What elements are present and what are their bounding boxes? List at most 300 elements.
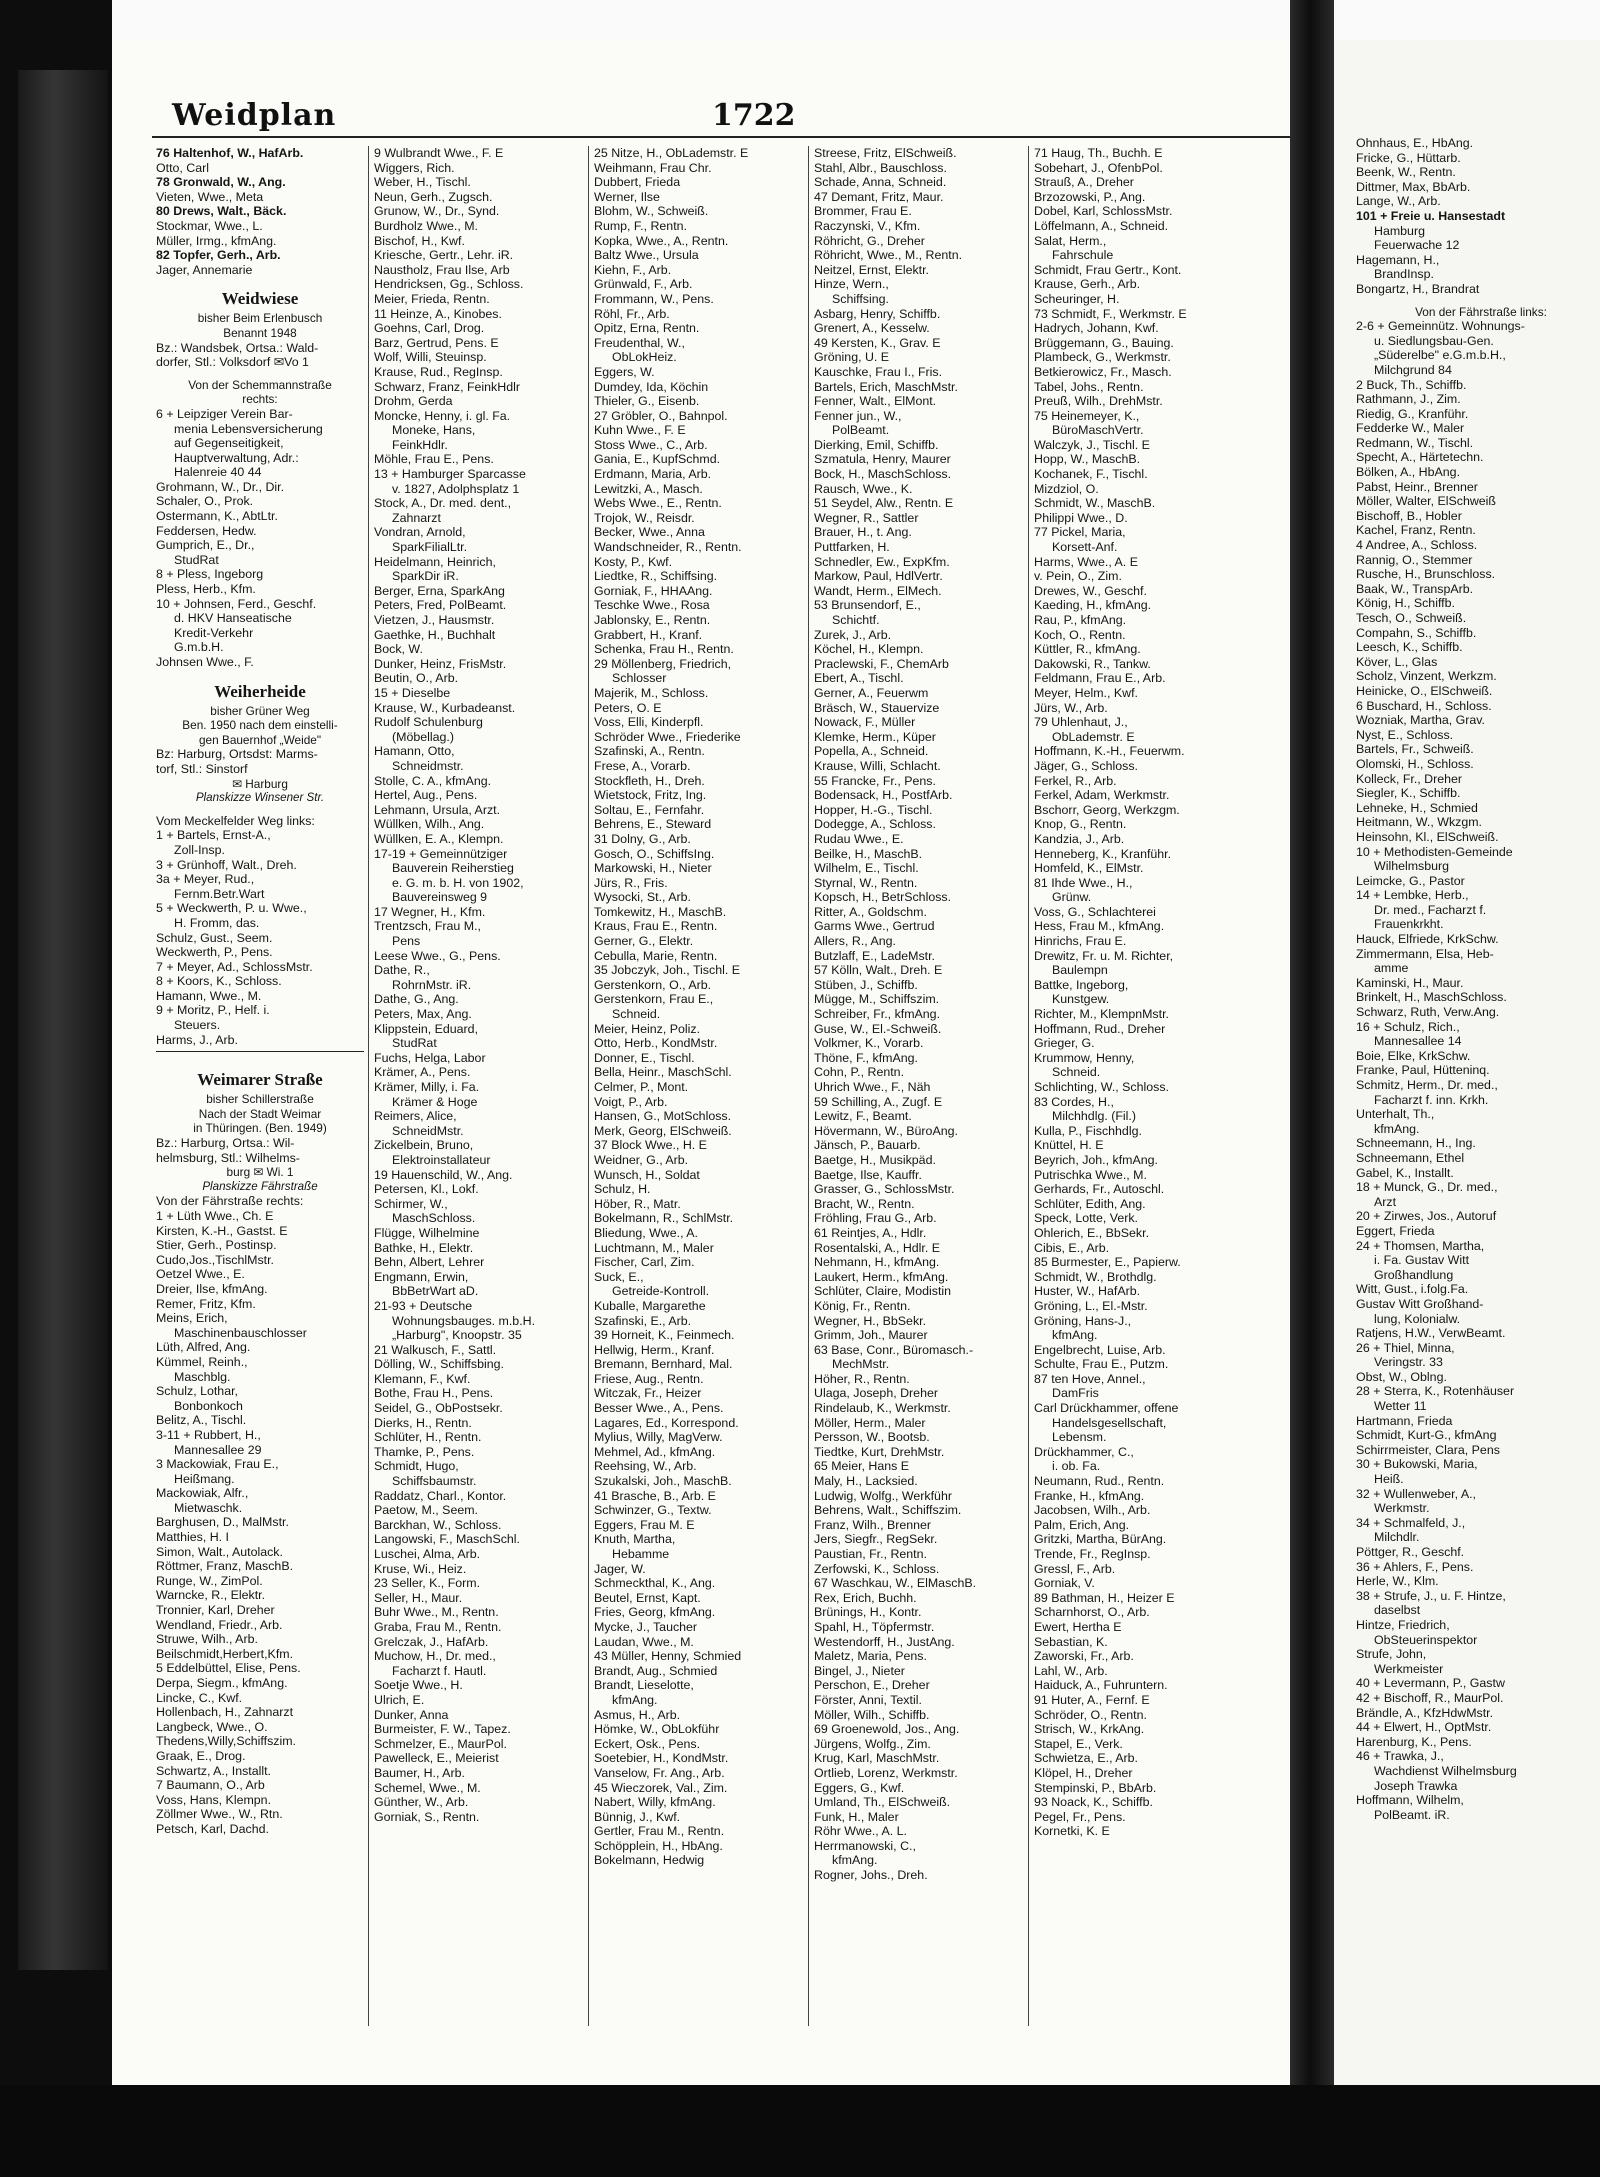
directory-entry: Lehmann, Ursula, Arzt. [374,802,501,817]
directory-entry: Ferkel, R., Arb. [1034,773,1117,788]
directory-entry: 76 Haltenhof, W., HafArb. [156,146,304,160]
directory-entry: Witczak, Fr., Heizer [594,1386,702,1401]
directory-entry: Frauenkrkht. [1374,917,1444,932]
street-heading: Weimarer Straße [197,1070,323,1090]
directory-entry: Rogner, Johs., Dreh. [814,1868,928,1883]
directory-entry: Tesch, O., Schweiß. [1356,611,1467,625]
directory-entry: Webs Wwe., E., Rentn. [594,496,722,511]
directory-entry: 30 + Bukowski, Maria, [1356,1457,1478,1472]
directory-entry: Cebulla, Marie, Rentn. [594,948,718,963]
directory-entry: Dunker, Heinz, FrisMstr. [374,656,507,671]
directory-entry: Rosentalski, A., Hdlr. E [814,1240,941,1255]
directory-entry: Vom Meckelfelder Weg links: [156,813,315,828]
directory-entry: Vietzen, J., Hausmstr. [374,613,495,627]
section-rule [156,1051,364,1058]
directory-entry: Palm, Erich, Ang. [1034,1517,1130,1532]
directory-entry: Frommann, W., Pens. [594,291,714,306]
directory-entry: Höher, R., Rentn. [814,1371,910,1386]
directory-entry: Muchow, H., Dr. med., [374,1649,496,1664]
street-note: burg ✉ Wi. 1 [226,1165,294,1180]
directory-entry: Laukert, Herm., kfmAng. [814,1269,949,1284]
directory-entry: Heidelmann, Heinrich, [374,554,496,569]
directory-entry: Schlosser [612,671,667,686]
directory-entry: Harms, J., Arb. [156,1032,238,1047]
directory-entry: Reimers, Alice, [374,1109,457,1124]
directory-entry: Dunker, Anna [374,1707,449,1722]
directory-entry: Grunow, W., Dr., Synd. [374,204,500,219]
directory-entry: 36 + Ahlers, F., Pens. [1356,1559,1474,1574]
directory-entry: 15 + Dieselbe [374,685,451,700]
directory-entry: Guse, W., El.-Schweiß. [814,1021,942,1036]
directory-entry: Harms, Wwe., A. E [1034,554,1138,569]
directory-entry: Wietstock, Fritz, Ing. [594,788,707,803]
street-heading: Weiherheide [214,681,306,701]
directory-entry: Kaeding, H., kfmAng. [1034,598,1152,613]
directory-entry: Trojok, W., Reisdr. [594,510,695,525]
directory-entry: Lewitz, F., Beamt. [814,1109,912,1124]
directory-entry: Cudo,Jos.,TischlMstr. [156,1252,274,1267]
directory-entry: Gerner, G., Elektr. [594,934,694,949]
directory-entry: Huster, W., HafArb. [1034,1284,1141,1299]
directory-entry: Otto, Herb., KondMstr. [594,1036,718,1051]
directory-entry: 40 + Levermann, P., Gastw [1356,1676,1505,1691]
directory-entry: Feuerwache 12 [1374,238,1460,253]
directory-entry: Wilhelm, E., Tischl. [814,861,919,876]
directory-entry: Dreier, Ilse, kfmAng. [156,1281,268,1296]
directory-entry: Eggert, Frieda [1356,1223,1435,1238]
directory-entry: 82 Topfer, Gerh., Arb. [156,248,281,263]
directory-entry: Garms Wwe., Gertrud [814,919,935,934]
directory-entry: Seidel, G., ObPostsekr. [374,1401,503,1416]
directory-entry: Dathe, R., [374,963,430,978]
column-1 [156,146,364,2026]
directory-entry: Teschke Wwe., Rosa [594,598,710,613]
directory-entry: Fischer, Carl, Zim. [594,1255,695,1270]
directory-entry: Lewitzki, A., Masch. [594,481,703,496]
directory-entry: Bongartz, H., Brandrat [1356,281,1480,296]
directory-entry: Weber, H., Tischl. [374,175,471,190]
directory-entry: Voss, Elli, Kinderpfl. [594,715,704,730]
directory-entry: 16 + Schulz, Rich., [1356,1019,1460,1034]
directory-entry: Günther, W., Arb. [374,1795,469,1810]
directory-entry: Schmelzer, E., MaurPol. [374,1736,507,1751]
directory-entry: Zerfowski, K., Schloss. [814,1561,940,1576]
directory-entry: Baulempn [1052,963,1108,978]
directory-entry: Klemann, F., Kwf. [374,1371,471,1386]
directory-entry: Szafinski, A., Rentn. [594,744,705,759]
directory-entry: Röhr Wwe., A. L. [814,1824,907,1839]
directory-entry: Schwartz, A., Installt. [156,1763,272,1778]
directory-entry: Gumprich, E., Dr., [156,538,255,553]
directory-entry: Beutin, O., Arb. [374,671,459,686]
directory-entry: Dumdey, Ida, Köchin [594,379,709,394]
directory-entry: amme [1374,961,1409,976]
directory-entry: Voss, G., Schlachterei [1034,904,1156,919]
directory-entry: 26 + Thiel, Minna, [1356,1340,1455,1355]
directory-entry: 13 + Hamburger Sparcasse [374,467,526,482]
directory-entry: Fedderke W., Maler [1356,421,1465,436]
directory-entry: Meier, Heinz, Poliz. [594,1021,701,1036]
directory-entry: Wüllken, Wilh., Ang. [374,817,485,832]
directory-entry: Zimmermann, Elsa, Heb- [1356,946,1494,961]
directory-entry: Jager, Annemarie [156,262,253,277]
street-note: Von der Fährstraße links: [1415,304,1547,319]
directory-entry: Mackowiak, Alfr., [156,1486,249,1501]
column-5 [1034,146,1242,2026]
directory-entry: Walczyk, J., Tischl. E [1034,437,1150,452]
directory-entry: 75 Heinemeyer, K., [1034,408,1140,423]
directory-entry: Weckwerth, P., Pens. [156,945,273,960]
directory-entry: Hansen, G., MotSchloss. [594,1109,732,1124]
directory-entry: 1 + Bartels, Ernst-A., [156,828,271,843]
directory-entry: Scholz, Vinzent, Werkzm. [1356,669,1497,684]
directory-entry: Tiedtke, Kurt, DrehMstr. [814,1444,945,1459]
directory-entry: Belitz, A., Tischl. [156,1413,247,1428]
next-page-column [1356,136,1600,1822]
directory-entry: Schröder, O., Rentn. [1034,1707,1147,1722]
directory-entry: Hellwig, Herm., Kranf. [594,1342,715,1357]
directory-entry: Heinicke, O., ElSchweiß. [1356,683,1493,698]
directory-entry: Mehmel, Ad., kfmAng. [594,1444,716,1459]
directory-entry: Barz, Gertrud, Pens. E [374,335,499,350]
directory-entry: Kosty, P., Kwf. [594,554,673,569]
directory-entry: Pabst, Heinr., Brenner [1356,479,1478,494]
directory-entry: Ritter, A., Goldschm. [814,904,927,919]
directory-entry: Nehmann, H., kfmAng. [814,1255,940,1270]
directory-entry: ObLademstr. E [1052,729,1135,744]
directory-entry: Asmus, H., Arb. [594,1707,681,1722]
header-rule [152,136,1290,138]
directory-entry: Siegler, K., Schiffb. [1356,786,1461,801]
directory-entry: Markow, Paul, HdlVertr. [814,569,943,584]
directory-entry: Popella, A., Schneid. [814,744,929,759]
directory-entry: 89 Bathman, H., Heizer E [1034,1590,1175,1605]
directory-entry: kfmAng. [1052,1328,1098,1343]
directory-entry: Dathe, G., Ang. [374,992,459,1007]
directory-entry: Lehneke, H., Schmied [1356,800,1478,815]
directory-entry: Strauß, A., Dreher [1034,175,1134,190]
spacer [156,370,364,378]
directory-entry: Battke, Ingeborg, [1034,977,1129,992]
directory-entry: Bock, H., MaschSchloss. [814,467,952,482]
directory-entry: Schulz, Gust., Seem. [156,930,273,945]
directory-entry: 35 Jobczyk, Joh., Tischl. E [594,963,740,978]
directory-entry: Suck, E., [594,1269,644,1284]
directory-entry: Schwietza, E., Arb. [1034,1751,1138,1766]
scan-bottom-border [0,2085,1600,2177]
directory-entry: Baumer, H., Arb. [374,1765,465,1780]
directory-entry: Schlüter, Claire, Modistin [814,1284,952,1299]
directory-entry: 24 + Thomsen, Martha, [1356,1238,1485,1253]
directory-entry: Schaler, O., Prok. [156,494,254,509]
directory-entry: Strisch, W., KrkAng. [1034,1722,1145,1737]
directory-entry: Milchgrund 84 [1374,362,1452,377]
directory-entry: Hamann, Otto, [374,744,455,759]
directory-entry: 9 Wulbrandt Wwe., F. E [374,146,504,160]
directory-entry: Tronnier, Karl, Dreher [156,1603,275,1618]
directory-entry: Köchel, H., Klempn. [814,642,924,657]
directory-entry: Bz: Harburg, Ortsdst: Marms- [156,747,318,762]
directory-entry: Krause, Willi, Schlacht. [814,758,941,773]
directory-entry: Nyst, E., Schloss. [1356,727,1454,742]
directory-entry: Möhle, Frau E., Pens. [374,452,494,467]
directory-entry: Derpa, Siegm., kfmAng. [156,1676,288,1690]
directory-entry: (Möbellag.) [392,729,454,744]
directory-entry: Hadrych, Johann, Kwf. [1034,321,1159,336]
directory-entry: Oetzel Wwe., E. [156,1267,245,1282]
directory-entry: Handelsgesellschaft, [1052,1415,1167,1430]
directory-entry: Kandzia, J., Arb. [1034,831,1125,846]
book-spine-edge [0,0,112,2177]
directory-entry: Facharzt f. inn. Krkh. [1374,1092,1489,1107]
directory-entry: Getreide-Kontroll. [612,1284,710,1299]
directory-entry: Möller, Herm., Maler [814,1415,926,1430]
directory-entry: 5 + Weckwerth, P. u. Wwe., [156,901,307,916]
directory-entry: Jers, Siegfr., RegSekr. [814,1532,938,1547]
directory-entry: v. Pein, O., Zim. [1034,569,1122,584]
directory-entry: Lincke, C., Kwf. [156,1690,243,1705]
directory-entry: Kachel, Franz, Rentn. [1356,523,1476,538]
directory-entry: Laudan, Wwe., M. [594,1634,694,1649]
directory-entry: Mietwaschk. [174,1500,243,1515]
directory-entry: Thöne, F., kfmAng. [814,1050,918,1065]
directory-entry: Dakowski, R., Tankw. [1034,656,1151,671]
directory-entry: Beilschmidt,Herbert,Kfm. [156,1646,294,1661]
directory-entry: Baak, W., TranspArb. [1356,581,1474,596]
directory-entry: MaschSchloss. [392,1211,476,1226]
directory-entry: 5 Eddelbüttel, Elise, Pens. [156,1661,301,1676]
directory-entry: Schmidt, W., MaschB. [1034,496,1156,511]
directory-entry: Brommer, Frau E. [814,204,912,219]
directory-entry: Graak, E., Drog. [156,1748,246,1763]
directory-entry: Thedens,Willy,Schiffszim. [156,1734,297,1749]
directory-entry: Fuchs, Helga, Labor [374,1050,486,1065]
directory-entry: Putrischka Wwe., M. [1034,1167,1147,1182]
directory-entry: Scheuringer, H. [1034,291,1120,306]
directory-entry: Krause, Gerh., Arb. [1034,277,1141,292]
directory-entry: 53 Brunsendorf, E., [814,598,921,613]
directory-entry: Höber, R., Matr. [594,1196,681,1211]
directory-entry: Gaethke, H., Buchhalt [374,627,496,642]
directory-entry: Wohnungsbauges. m.b.H. [392,1313,536,1328]
directory-entry: 3 Mackowiak, Frau E., [156,1457,279,1472]
directory-entry: Liedtke, R., Schiffsing. [594,569,718,584]
directory-entry: Szmatula, Henry, Maurer [814,452,951,467]
directory-entry: Beyrich, Joh., kfmAng. [1034,1152,1158,1167]
directory-entry: Kruse, Wi., Heiz. [374,1561,467,1576]
directory-entry: Brandt, Aug., Schmied [594,1663,718,1678]
directory-entry: Arzt [1374,1194,1397,1209]
directory-entry: Klemke, Herm., Küper [814,729,936,744]
directory-entry: Thamke, P., Pens. [374,1444,475,1459]
spacer [1356,297,1600,305]
directory-entry: Schenka, Frau H., Rentn. [594,642,734,657]
directory-entry: Kunstgew. [1052,992,1110,1007]
street-note: in Thüringen. (Ben. 1949) [193,1121,327,1136]
directory-entry: 65 Meier, Hans E [814,1459,910,1474]
directory-entry: Schröder Wwe., Friederike [594,729,741,744]
directory-entry: Allers, R., Ang. [814,934,896,949]
directory-entry: 47 Demant, Fritz, Maur. [814,189,944,204]
directory-entry: v. 1827, Adolphsplatz 1 [392,481,520,496]
directory-entry: Rindelaub, K., Werkmstr. [814,1401,951,1416]
directory-entry: Jürs, R., Fris. [594,875,668,890]
directory-entry: Röhricht, Wwe., M., Rentn. [814,248,963,263]
directory-entry: e. G. m. b. H. von 1902, [392,875,524,890]
directory-entry: Hendricksen, Gg., Schloss. [374,277,524,292]
directory-entry: Goehns, Carl, Drog. [374,321,485,336]
directory-entry: 11 Heinze, A., Kinobes. [374,306,502,321]
directory-entry: Bünnig, J., Kwf. [594,1809,681,1824]
directory-entry: Dr. med., Facharzt f. [1374,902,1487,917]
directory-entry: Kredit-Verkehr [174,625,254,640]
directory-entry: Klöpel, H., Dreher [1034,1765,1133,1780]
directory-entry: Hoffmann, Wilhelm, [1356,1793,1464,1808]
directory-entry: StudRat [392,1036,437,1051]
directory-entry: Schichtf. [832,613,880,627]
directory-entry: Luchtmann, M., Maler [594,1240,714,1255]
directory-entry: 43 Müller, Henny, Schmied [594,1649,742,1664]
directory-entry: 61 Reintjes, A., Hdlr. [814,1225,927,1240]
directory-entry: SparkDir iR. [392,569,459,584]
directory-entry: König, Fr., Rentn. [814,1298,911,1313]
directory-entry: Röhl, Fr., Arb. [594,306,670,321]
page-header-street: Weidplan [172,98,337,133]
directory-entry: Grelczak, J., HafArb. [374,1634,489,1649]
directory-entry: Leimcke, G., Pastor [1356,873,1465,888]
directory-entry: 38 + Strufe, J., u. F. Hintze, [1356,1588,1506,1603]
directory-entry: Stolle, C. A., kfmAng. [374,773,492,788]
directory-entry: BbBetrWart aD. [392,1284,479,1299]
directory-entry: Schulz, H. [594,1182,651,1197]
directory-entry: Schulte, Frau E., Putzm. [1034,1357,1169,1372]
directory-entry: Gustav Witt Großhand- [1356,1296,1484,1311]
directory-entry: Friese, Aug., Rentn. [594,1371,704,1386]
directory-entry: Lebensm. [1052,1430,1107,1445]
directory-entry: Köver, L., Glas [1356,654,1438,669]
directory-entry: Werkmstr. [1374,1501,1430,1516]
directory-entry: Kriesche, Gertr., Lehr. iR. [374,248,514,263]
directory-entry: Krause, W., Kurbadeanst. [374,700,516,715]
directory-entry: Strufe, John, [1356,1647,1427,1662]
directory-entry: Ferkel, Adam, Werkmstr. [1034,788,1170,803]
directory-entry: Wolf, Willi, Steuinsp. [374,350,487,365]
directory-entry: dorfer, Stl.: Volksdorf ✉Vo 1 [156,355,309,370]
directory-entry: Kolleck, Fr., Dreher [1356,771,1463,786]
directory-entry: Ohlerich, E., BbSekr. [1034,1225,1150,1240]
directory-entry: Jürs, W., Arb. [1034,700,1108,715]
directory-entry: Tabel, Johs., Rentn. [1034,379,1144,394]
directory-entry: 9 + Moritz, P., Helf. i. [156,1003,270,1018]
directory-entry: 81 Ihde Wwe., H., [1034,875,1133,890]
directory-entry: Buhr Wwe., M., Rentn. [374,1605,499,1620]
directory-entry: 18 + Munck, G., Dr. med., [1356,1180,1498,1195]
directory-entry: Richter, M., KlempnMstr. [1034,1007,1169,1022]
directory-entry: Behn, Albert, Lehrer [374,1255,485,1270]
directory-entry: Stüben, J., Schiffb. [814,977,918,992]
directory-entry: Wendland, Friedr., Arb. [156,1617,283,1632]
directory-entry: Ebert, A., Tischl. [814,671,904,686]
directory-entry: 4 Andree, A., Schloss. [1356,538,1478,553]
directory-entry: Frese, A., Vorarb. [594,758,691,773]
directory-entry: Gerhards, Fr., Autoschl. [1034,1182,1165,1197]
directory-entry: Müller, Irmg., kfmAng. [156,233,277,248]
directory-entry: Ludwig, Wolfg., Werkführ [814,1488,952,1503]
directory-entry: Schlüter, H., Rentn. [374,1430,482,1445]
directory-entry: 27 Gröbler, O., Bahnpol. [594,408,728,423]
column-divider [588,146,589,2026]
directory-entry: Fenner jun., W., [814,408,902,423]
directory-entry: Bingel, J., Nieter [814,1663,905,1678]
directory-entry: Schwinzer, G., Textw. [594,1503,712,1518]
directory-entry: Langbeck, Wwe., O. [156,1719,268,1734]
directory-entry: Brinkelt, H., MaschSchloss. [1356,990,1507,1005]
directory-entry: Puttfarken, H. [814,540,890,555]
directory-entry: Voigt, P., Arb. [594,1094,668,1109]
directory-entry: Dölling, W., Schiffsbing. [374,1357,504,1372]
directory-entry: DamFris [1052,1386,1099,1401]
directory-entry: Heißmang. [174,1471,235,1486]
directory-entry: Gorniak, S., Rentn. [374,1809,480,1824]
directory-entry: Bathke, H., Elektr. [374,1240,474,1255]
directory-entry: Petsch, Karl, Dachd. [156,1821,269,1836]
directory-entry: 3 + Grünhoff, Walt., Dreh. [156,857,297,872]
directory-entry: Eggers, G., Kwf. [814,1780,905,1795]
directory-entry: Jager, W. [594,1561,646,1576]
directory-entry: Stoss Wwe., C., Arb. [594,437,708,452]
directory-entry: Soltau, E., Fernfahr. [594,802,705,817]
directory-entry: Bräsch, W., Stauervize [814,700,940,715]
directory-entry: Hopp, W., MaschB. [1034,452,1141,467]
directory-entry: Ulrich, E. [374,1692,425,1707]
directory-entry: Fenner, Walt., ElMont. [814,394,937,409]
directory-entry: Hömke, W., ObLokführ [594,1722,720,1737]
directory-entry: Kulla, P., Fischhdlg. [1034,1123,1142,1138]
directory-entry: Grabbert, H., Kranf. [594,627,703,642]
directory-entry: Wiggers, Rich. [374,160,455,175]
directory-entry: Schlichting, W., Schloss. [1034,1080,1169,1094]
street-note: ✉ Harburg [232,776,288,791]
directory-entry: Ratjens, H.W., VerwBeamt. [1356,1326,1506,1341]
directory-entry: daselbst [1374,1603,1421,1618]
directory-entry: SparkFilialLtr. [392,540,468,555]
directory-entry: Berger, Erna, SparkAng [374,583,505,598]
directory-entry: RohrnMstr. iR. [392,977,472,992]
directory-entry: Mizdziol, O. [1034,481,1099,496]
directory-entry: Joseph Trawka [1374,1778,1458,1793]
directory-entry: Hertel, Aug., Pens. [374,788,478,803]
directory-entry: Neumann, Rud., Rentn. [1034,1474,1165,1489]
directory-entry: Stier, Gerh., Postinsp. [156,1238,277,1253]
directory-entry: 6 + Leipziger Verein Bar- [156,406,293,421]
directory-entry: 83 Cordes, H., [1034,1094,1114,1109]
directory-entry: Mylius, Willy, MagVerw. [594,1430,723,1445]
directory-entry: Meyer, Helm., Kwf. [1034,685,1138,700]
column-3 [594,146,802,2026]
directory-entry: Brändle, A., KfzHdwMstr. [1356,1705,1494,1720]
directory-entry: Carl Drückhammer, offene [1034,1401,1179,1416]
directory-entry: Reehsing, W., Arb. [594,1459,697,1474]
directory-entry: Hauck, Elfriede, KrkSchw. [1356,932,1499,947]
directory-entry: Feddersen, Hedw. [156,523,257,538]
directory-entry: 14 + Lembke, Herb., [1356,888,1469,903]
directory-entry: Zaworski, Fr., Arb. [1034,1649,1134,1664]
directory-entry: Franke, H., kfmAng. [1034,1488,1145,1503]
directory-entry: Cohn, P., Rentn. [814,1065,905,1080]
directory-entry: Krämer, Milly, i. Fa. [374,1080,480,1094]
directory-entry: Hartmann, Frieda [1356,1413,1453,1428]
directory-entry: Persson, W., Bootsb. [814,1430,930,1445]
